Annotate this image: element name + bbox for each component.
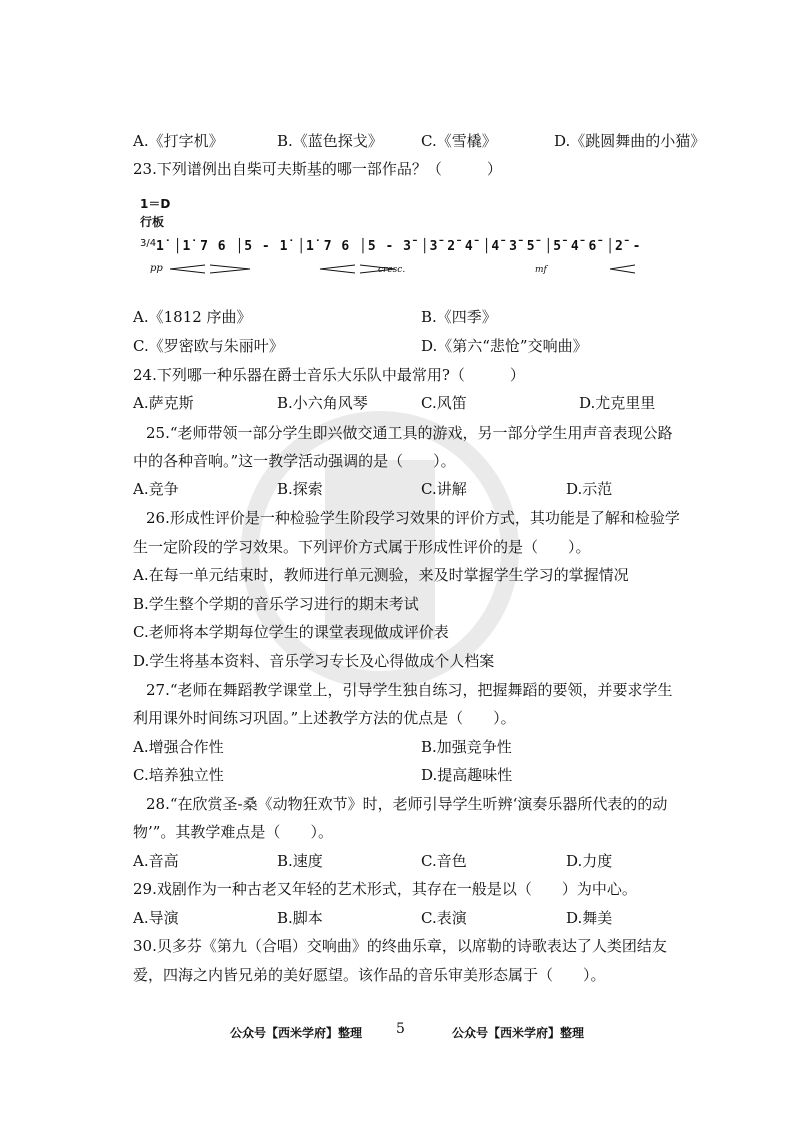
q27-line-2: 利用课外时间练习巩固。”上述教学方法的优点是（ ）。 [133,709,516,727]
q27-option-d: D.提高趣味性 [421,766,513,784]
q25-option-b: B.探索 [277,480,323,498]
q25-line-2: 中的各种音响。”这一教学活动强调的是（ ）。 [133,452,456,470]
q27-line-1: 27.“老师在舞蹈教学课堂上，引导学生独自练习，把握舞蹈的要领，并要求学生 [146,681,673,699]
q25-line-1: 25.“老师带领一部分学生即兴做交通工具的游戏，另一部分学生用声音表现公路 [146,424,673,442]
score-dynamic-mf: mf [535,265,547,275]
score-notes: 1̇ │1̇ 7 6 │5 - 1̇ │1̇ 7 6 │5 - 3̄ │3̄ 2̄ 4̄ │4̄ 3̄ 5̄ │5̄ 4̄ 6̄ │2̄ - [156,239,642,254]
score-dynamic-pp: pp [150,263,163,274]
q29-option-d: D.舞美 [566,909,613,927]
footer-right: 公众号【西米学府】整理 [452,1026,585,1040]
q26-option-a: A.在每一单元结束时，教师进行单元测验，来及时掌握学生学习的掌握情况 [133,566,629,584]
q24-option-c: C.风笛 [421,394,467,412]
q22-option-a: A.《打字机》 [133,132,224,150]
q30-line-2: 爱，四海之内皆兄弟的美好愿望。该作品的音乐审美形态属于（ ）。 [133,966,606,984]
music-score [140,195,660,285]
q26-line-2: 生一定阶段的学习效果。下列评价方式属于形成性评价的是（ ）。 [133,538,591,556]
footer-left: 公众号【西米学府】整理 [230,1026,363,1040]
q28-option-d: D.力度 [566,852,613,870]
q23-option-c: C.《罗密欧与朱丽叶》 [133,337,284,355]
q28-line-2: 物’”。其教学难点是（ ）。 [133,823,333,841]
q25-option-d: D.示范 [566,480,613,498]
q28-line-1: 28.“在欣赏圣-桑《动物狂欢节》时，老师引导学生听辨‘演奏乐器所代表的的动 [146,795,668,813]
score-dynamic-cresc: cresc. [378,265,406,275]
q28-option-c: C.音色 [421,852,467,870]
q24-stem: 24.下列哪一种乐器在爵士音乐大乐队中最常用?（ ） [133,366,525,384]
q27-option-c: C.培养独立性 [133,766,224,784]
q24-option-b: B.小六角风琴 [277,394,368,412]
q25-option-c: C.讲解 [421,480,467,498]
q22-option-d: D.《跳圆舞曲的小猫》 [554,132,706,150]
q30-line-1: 30.贝多芬《第九（合唱）交响曲》的终曲乐章，以席勒的诗歌表达了人类团结友 [133,937,667,955]
q29-option-c: C.表演 [421,909,467,927]
score-key: 1＝D [140,197,171,211]
q23-option-a: A.《1812 序曲》 [133,308,252,326]
q28-option-b: B.速度 [277,852,323,870]
q26-option-b: B.学生整个学期的音乐学习进行的期末考试 [133,595,419,613]
score-hairpins [140,259,660,279]
q29-option-a: A.导演 [133,909,179,927]
q24-option-a: A.萨克斯 [133,394,194,412]
q23-option-b: B.《四季》 [421,308,497,326]
q29-option-b: B.脚本 [277,909,323,927]
q26-option-c: C.老师将本学期每位学生的课堂表现做成评价表 [133,623,449,641]
q25-option-a: A.竞争 [133,480,179,498]
score-meter: 3/4 [140,238,157,249]
q29-stem: 29.戏剧作为一种古老又年轻的艺术形式，其存在一般是以（ ）为中心。 [133,880,637,898]
q22-option-b: B.《蓝色探戈》 [277,132,383,150]
q24-option-d: D.尤克里里 [579,394,656,412]
page-number: 5 [396,1021,405,1037]
q22-option-c: C.《雪橇》 [421,132,497,150]
q23-stem: 23.下列谱例出自柴可夫斯基的哪一部作品？（ ） [133,160,502,178]
q26-option-d: D.学生将基本资料、音乐学习专长及心得做成个人档案 [133,652,495,670]
q27-option-a: A.增强合作性 [133,738,224,756]
q28-option-a: A.音高 [133,852,179,870]
q23-option-d: D.《第六“悲怆”交响曲》 [421,337,588,355]
score-tempo: 行板 [140,215,165,229]
q26-line-1: 26.形成性评价是一种检验学生阶段学习效果的评价方式，其功能是了解和检验学 [146,509,680,527]
q27-option-b: B.加强竞争性 [421,738,512,756]
